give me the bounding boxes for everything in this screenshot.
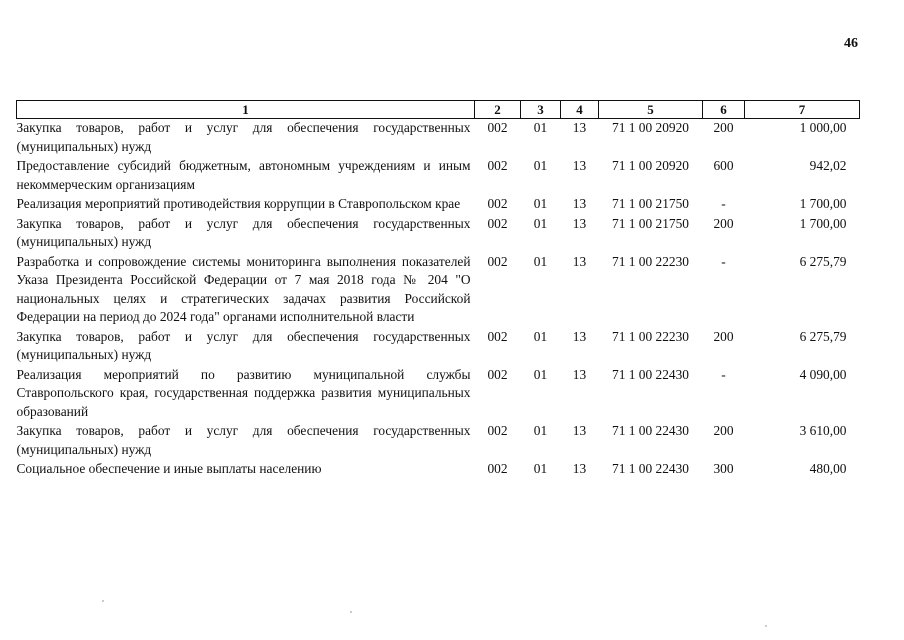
column-header: 1 — [17, 101, 475, 119]
table-row — [17, 195, 860, 215]
cell-col2: 002 — [487, 366, 508, 382]
cell-col2: 002 — [487, 196, 508, 211]
cell-amount: 6 275,79 — [799, 328, 847, 344]
cell-col5: 71 1 00 22430 — [612, 366, 689, 382]
cell-amount: 6 275,79 — [799, 253, 847, 269]
row-name: Разработка и сопровождение системы мониторинга выполнения показателей Указа Президента Российской Федерации от 7 мая 2018 года № 204 "О национальных целях и стратегических задачах развития Российской Федерации на период до 2024 года" органами исполнительной власти — [16, 253, 471, 324]
row-name: Реализация мероприятий по развитию муниципальной службы Ставропольского края, государственная поддержка развития муниципальных образований — [16, 366, 471, 419]
table-row — [17, 119, 860, 158]
table-row — [17, 366, 860, 423]
scan-speck — [350, 611, 352, 613]
row-name: Реализация мероприятий противодействия коррупции в Ставропольском крае — [16, 196, 461, 211]
column-header: 2 — [475, 101, 521, 119]
cell-col4: 13 — [572, 196, 587, 211]
cell-col3: 01 — [533, 215, 548, 231]
cell-col5: 71 1 00 22230 — [612, 253, 689, 269]
table-row — [17, 422, 860, 460]
table-row — [17, 215, 860, 253]
cell-col3: 01 — [533, 328, 548, 344]
column-header: 3 — [521, 101, 561, 119]
cell-col4: 13 — [572, 328, 587, 344]
cell-col4: 13 — [572, 120, 587, 135]
cell-col3: 01 — [533, 158, 548, 173]
scan-speck — [765, 625, 767, 627]
column-header: 7 — [745, 101, 860, 119]
cell-col6: - — [721, 366, 726, 382]
cell-col2: 002 — [487, 215, 508, 231]
row-name: Закупка товаров, работ и услуг для обеспечения государственных (муниципальных) нужд — [16, 120, 471, 154]
cell-col4: 13 — [572, 366, 587, 382]
table-row — [17, 460, 860, 480]
row-name: Закупка товаров, работ и услуг для обеспечения государственных (муниципальных) нужд — [16, 328, 471, 362]
cell-amount: 3 610,00 — [799, 423, 847, 438]
cell-amount: 4 090,00 — [799, 366, 847, 382]
row-name: Закупка товаров, работ и услуг для обеспечения государственных (муниципальных) нужд — [16, 423, 471, 457]
page-number: 46 — [844, 36, 858, 51]
cell-col3: 01 — [533, 196, 548, 211]
cell-amount: 942,02 — [809, 158, 847, 173]
cell-col2: 002 — [487, 158, 508, 173]
table-row — [17, 328, 860, 366]
cell-col3: 01 — [533, 461, 548, 476]
cell-amount: 1 700,00 — [799, 196, 847, 211]
cell-col5: 71 1 00 22430 — [612, 461, 689, 476]
cell-col6: 600 — [713, 158, 734, 173]
cell-col6: - — [721, 253, 726, 269]
cell-col5: 71 1 00 22430 — [612, 423, 689, 438]
row-name: Предоставление субсидий бюджетным, автономным учреждениям и иным некоммерческим организациям — [16, 158, 471, 192]
cell-col2: 002 — [487, 423, 508, 438]
cell-col4: 13 — [572, 215, 587, 231]
cell-amount: 1 700,00 — [799, 215, 847, 231]
cell-col5: 71 1 00 20920 — [612, 158, 689, 173]
cell-col6: 200 — [713, 215, 734, 231]
cell-amount: 480,00 — [809, 461, 847, 476]
cell-col4: 13 — [572, 423, 587, 438]
cell-col4: 13 — [572, 158, 587, 173]
cell-col3: 01 — [533, 253, 548, 269]
cell-col4: 13 — [572, 461, 587, 476]
cell-col5: 71 1 00 21750 — [612, 196, 689, 211]
cell-col2: 002 — [487, 461, 508, 476]
scan-speck — [102, 600, 104, 602]
cell-col6: 200 — [713, 423, 734, 438]
column-header: 6 — [703, 101, 745, 119]
cell-col2: 002 — [487, 253, 508, 269]
cell-col3: 01 — [533, 120, 548, 135]
row-name: Закупка товаров, работ и услуг для обеспечения государственных (муниципальных) нужд — [16, 215, 471, 249]
table-row — [17, 157, 860, 195]
cell-col6: 200 — [713, 120, 734, 135]
cell-amount: 1 000,00 — [799, 120, 847, 135]
cell-col5: 71 1 00 22230 — [612, 328, 689, 344]
cell-col3: 01 — [533, 423, 548, 438]
cell-col6: 300 — [713, 461, 734, 476]
cell-col2: 002 — [487, 120, 508, 135]
budget-table — [16, 100, 860, 480]
cell-col4: 13 — [572, 253, 587, 269]
cell-col5: 71 1 00 20920 — [612, 120, 689, 135]
cell-col5: 71 1 00 21750 — [612, 215, 689, 231]
column-header: 5 — [599, 101, 703, 119]
cell-col2: 002 — [487, 328, 508, 344]
table-header-row — [17, 101, 860, 119]
table-row — [17, 253, 860, 328]
cell-col6: - — [721, 196, 726, 211]
cell-col3: 01 — [533, 366, 548, 382]
column-header: 4 — [561, 101, 599, 119]
row-name: Социальное обеспечение и иные выплаты населению — [16, 461, 322, 476]
cell-col6: 200 — [713, 328, 734, 344]
